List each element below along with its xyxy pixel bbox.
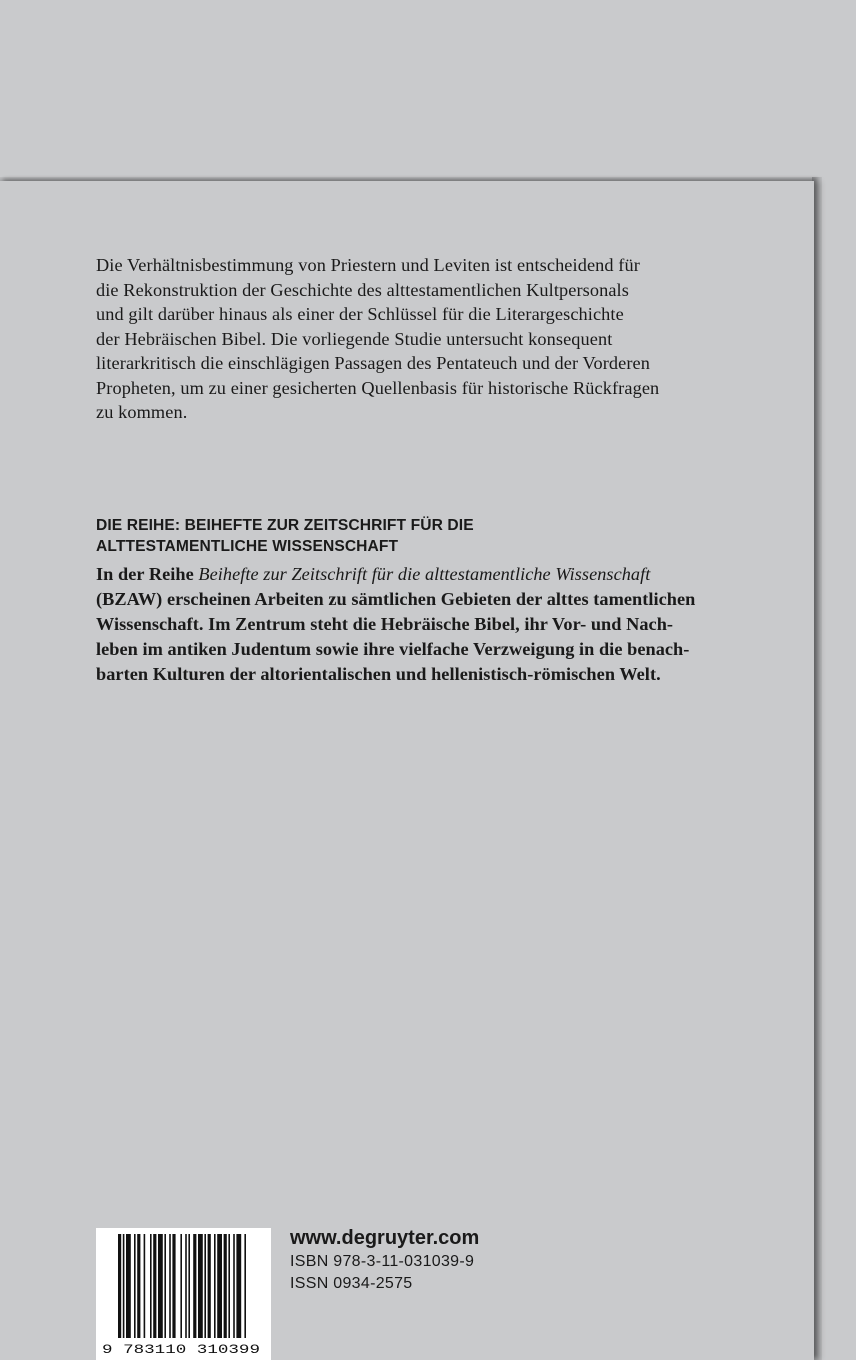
series-description-line: (BZAW) erscheinen Arbeiten zu sämtlichen Gebieten der alttes tamentlichen <box>96 589 696 609</box>
barcode-bar <box>193 1234 196 1338</box>
barcode-bar <box>144 1234 146 1338</box>
barcode-bar <box>123 1234 125 1338</box>
blurb-line: literarkritisch die einschlägigen Passagen des Pentateuch und der Vorderen <box>96 353 650 373</box>
series-description <box>96 562 746 687</box>
blurb-line: der Hebräischen Bibel. Die vorliegende Studie untersucht konsequent <box>96 328 613 349</box>
blurb-line: Propheten, um zu einer gesicherten Quellenbasis für historische Rückfragen <box>96 377 660 398</box>
barcode-bar <box>244 1234 246 1338</box>
barcode-bar <box>180 1234 182 1338</box>
barcode-bar <box>150 1234 152 1338</box>
series-description-line: leben im antiken Judentum sowie ihre vielfache Verzweigung in die benach- <box>96 639 690 659</box>
barcode-icon <box>96 1228 271 1360</box>
series-intro: In der Reihe <box>96 564 199 584</box>
issn-number: ISSN 0934-2575 <box>290 1275 413 1292</box>
barcode-bar <box>126 1234 131 1338</box>
book-blurb <box>96 253 736 425</box>
blurb-line: Die Verhältnisbestimmung von Priestern und Leviten ist entscheidend für <box>96 255 640 275</box>
barcode-bar <box>118 1234 121 1338</box>
series-heading <box>96 515 736 557</box>
series-heading-line: DIE REIHE: BEIHEFTE ZUR ZEITSCHRIFT FÜR DIE <box>96 517 474 534</box>
series-description-line: Wissenschaft. Im Zentrum steht die Hebräische Bibel, ihr Vor- und Nach- <box>96 614 674 634</box>
series-description-line: barten Kulturen der altorientalischen und hellenistisch-römischen Welt. <box>96 664 661 684</box>
barcode-bar <box>204 1234 206 1338</box>
barcode-bar <box>214 1234 216 1338</box>
barcode-bar <box>164 1234 166 1338</box>
barcode-bar <box>224 1234 227 1338</box>
barcode-bar <box>172 1234 175 1338</box>
barcode-bar <box>228 1234 230 1338</box>
barcode-bar <box>217 1234 222 1338</box>
barcode-bar <box>158 1234 163 1338</box>
series-title: Beihefte zur Zeitschrift für die alttestamentliche Wissenschaft <box>198 564 651 584</box>
barcode-bar <box>233 1234 235 1338</box>
barcode-bar <box>185 1234 187 1338</box>
barcode-bar <box>137 1234 140 1338</box>
isbn-barcode <box>96 1228 271 1360</box>
blurb-line: zu kommen. <box>96 402 188 422</box>
barcode-bar <box>188 1234 190 1338</box>
publisher-url[interactable]: www.degruyter.com <box>290 1227 480 1249</box>
isbn-number: ISBN 978-3-11-031039-9 <box>290 1253 475 1270</box>
barcode-bar <box>208 1234 211 1338</box>
publisher-info <box>290 1225 479 1295</box>
barcode-bar <box>198 1234 203 1338</box>
barcode-bar <box>134 1234 136 1338</box>
blurb-line: die Rekonstruktion der Geschichte des alttestamentlichen Kultpersonals <box>96 279 629 300</box>
barcode-bar <box>236 1234 241 1338</box>
blurb-line: und gilt darüber hinaus als einer der Schlüssel für die Literargeschichte <box>96 304 624 324</box>
series-heading-line: ALTTESTAMENTLICHE WISSENSCHAFT <box>96 538 399 555</box>
barcode-bar <box>153 1234 156 1338</box>
barcode-bar <box>169 1234 171 1338</box>
barcode-digits: 9 783110 310399 <box>102 1342 260 1357</box>
series-description-line <box>96 562 746 587</box>
